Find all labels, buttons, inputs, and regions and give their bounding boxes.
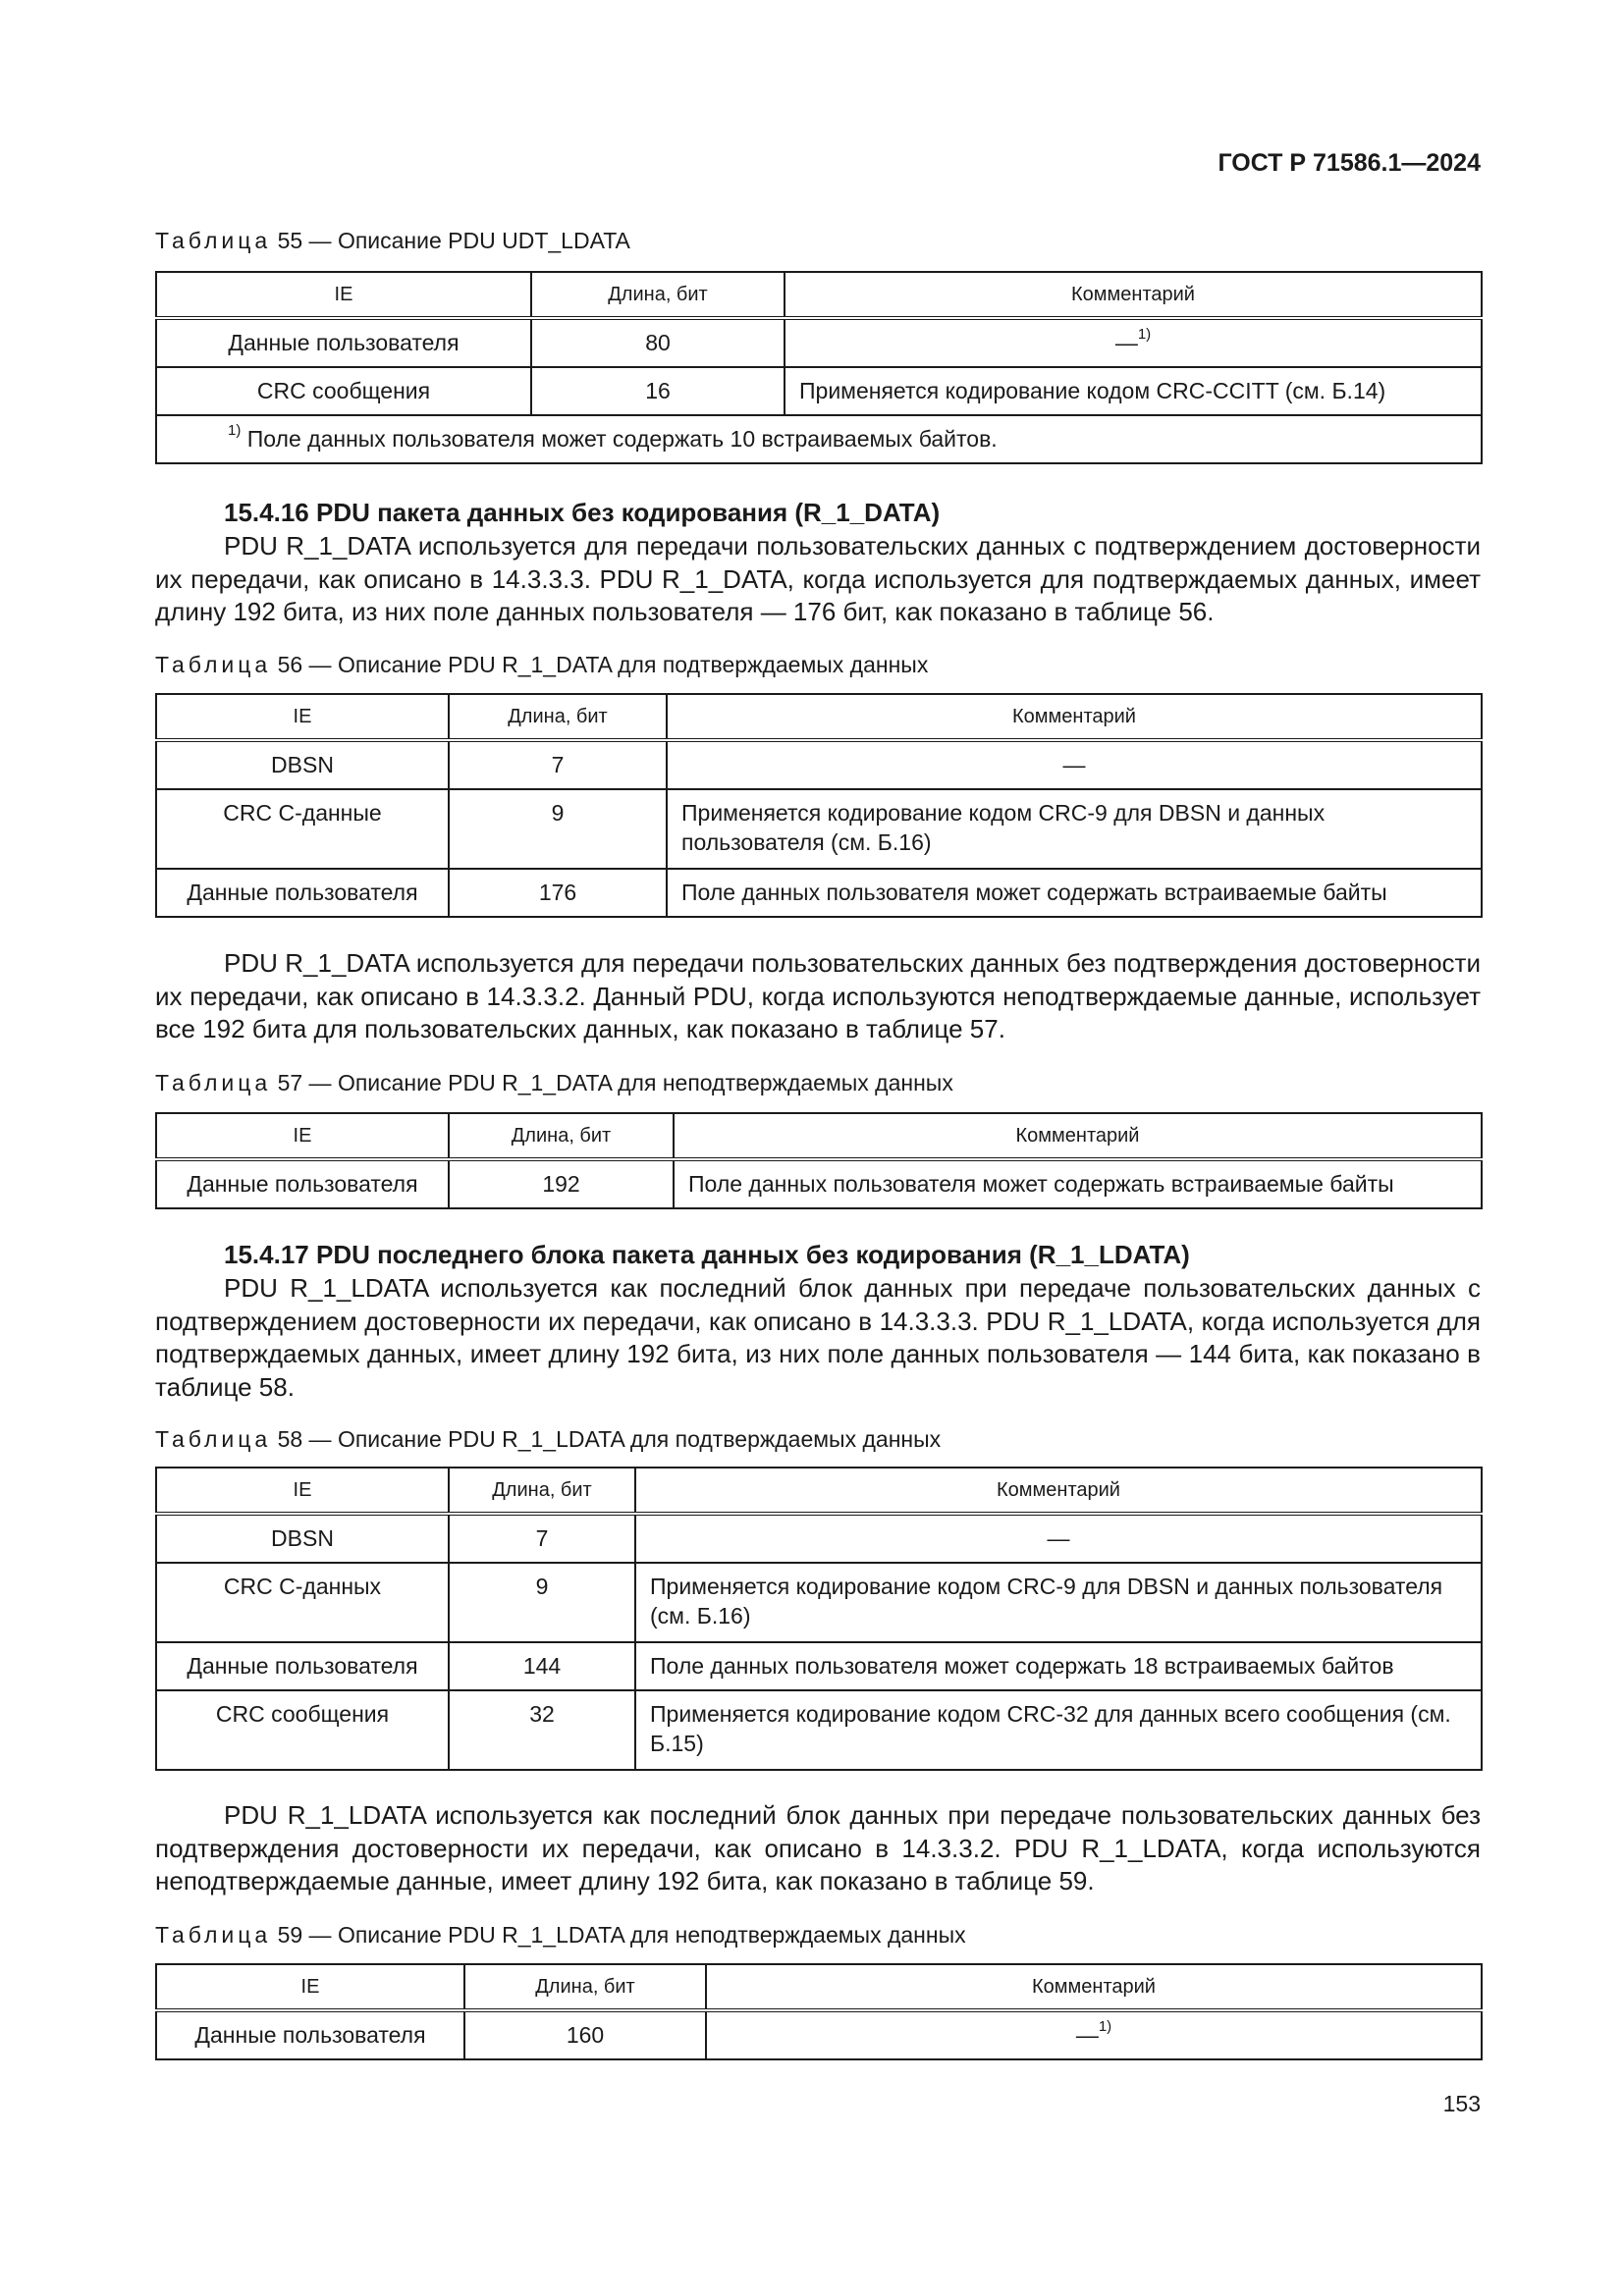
col-header-length: Длина, бит [449,694,667,740]
table-56-caption: Таблица 56 — Описание PDU R_1_DATA для подтверждаемых данных [155,652,929,677]
section-heading-15-4-17: 15.4.17 PDU последнего блока пакета данных без кодирования (R_1_LDATA) [224,1240,1190,1269]
col-header-comment: Комментарий [706,1964,1482,2010]
col-header-ie: IE [156,1468,449,1514]
table-row: CRC C-данных 9 Применяется кодирование кодом CRC-9 для DBSN и данных пользователя (см. Б.16) [156,1563,1482,1642]
table-row: Данные пользователя 192 Поле данных пользователя может содержать встраиваемые байты [156,1159,1482,1208]
section-heading-15-4-16: 15.4.16 PDU пакета данных без кодирования (R_1_DATA) [224,498,941,527]
table-row: CRC сообщения 16 Применяется кодирование кодом CRC-CCITT (см. Б.14) [156,367,1482,415]
col-header-comment: Комментарий [667,694,1482,740]
table-header-row [156,1964,1482,2010]
table-header-row [156,694,1482,740]
col-header-ie: IE [156,1964,464,2010]
col-header-length: Длина, бит [531,272,785,318]
table-55 [155,271,1483,464]
paragraph: PDU R_1_DATA используется для передачи пользовательских данных без подтверждения достоверности их передачи, как описано в 14.3.3.2. Данный PDU, когда используются неподтверждаемые данные, использует все 192 бита для пользовательских данных, как показано в таблице 57. [155,948,1481,1043]
table-57-caption: Таблица 57 — Описание PDU R_1_DATA для неподтверждаемых данных [155,1070,953,1095]
table-row: DBSN 7 — [156,1514,1482,1563]
table-56 [155,693,1483,918]
footnote-mark: 1) [1137,326,1152,343]
table-58-caption: Таблица 58 — Описание PDU R_1_LDATA для подтверждаемых данных [155,1426,942,1452]
table-57 [155,1112,1483,1209]
table-row: Данные пользователя 144 Поле данных пользователя может содержать 18 встраиваемых байтов [156,1642,1482,1690]
table-header-row [156,1113,1482,1159]
table-header-row [156,1468,1482,1514]
table-row: Данные пользователя 176 Поле данных пользователя может содержать встраиваемые байты [156,869,1482,917]
col-header-comment: Комментарий [785,272,1482,318]
paragraph: PDU R_1_LDATA используется как последний блок данных при передаче пользовательских данных без подтверждения достоверности их передачи, как описано в 14.3.3.2. PDU R_1_LDATA, когда используются неподтверждаемые данные, имеет длину 192 бита, как показано в таблице 59. [155,1800,1481,1896]
col-header-comment: Комментарий [635,1468,1482,1514]
footnote-mark: 1) [228,422,242,439]
col-header-ie: IE [156,694,449,740]
table-row: CRC сообщения 32 Применяется кодирование кодом CRC-32 для данных всего сообщения (см. Б.15) [156,1690,1482,1770]
table-59-caption: Таблица 59 — Описание PDU R_1_LDATA для неподтверждаемых данных [155,1922,966,1948]
col-header-comment: Комментарий [674,1113,1482,1159]
col-header-length: Длина, бит [464,1964,706,2010]
paragraph: PDU R_1_DATA используется для передачи пользовательских данных с подтверждением достоверности их передачи, как описано в 14.3.3.3. PDU R_1_DATA, когда используется для подтверждаемых данных, имеет длину 192 бита, из них поле данных пользователя — 176 бит, как показано в таблице 56. [155,531,1481,626]
table-59 [155,1963,1483,2060]
col-header-ie: IE [156,272,531,318]
table-58 [155,1467,1483,1771]
table-row: Данные пользователя 80 —$^{1)}$ [156,318,1482,367]
paragraph: PDU R_1_LDATA используется как последний блок данных при передаче пользовательских данных с подтверждением достоверности их передачи, как описано в 14.3.3.3. PDU R_1_LDATA, когда используется для подтверждаемых данных, имеет длину 192 бита, из них поле данных пользователя — 144 бита, как показано в таблице 58. [155,1273,1481,1402]
table-note: Поле данных пользователя может содержать 10 встраиваемых байтов. [241,426,998,452]
page-number: 153 [1442,2091,1481,2116]
table-row: CRC C-данные 9 Применяется кодирование кодом CRC-9 для DBSN и данных пользователя (см. Б.16) [156,789,1482,869]
document-id: ГОСТ Р 71586.1—2024 [1218,149,1481,177]
table-55-caption: Таблица 55 — Описание PDU UDT_LDATA [155,228,630,253]
col-header-length: Длина, бит [449,1113,674,1159]
table-row: DBSN 7 — [156,740,1482,789]
col-header-length: Длина, бит [449,1468,635,1514]
table-row: Данные пользователя 160 —$^{1)}$ [156,2010,1482,2059]
footnote-mark: 1) [1098,2018,1112,2035]
table-header-row [156,272,1482,318]
table-note-row [156,415,1482,463]
col-header-ie: IE [156,1113,449,1159]
